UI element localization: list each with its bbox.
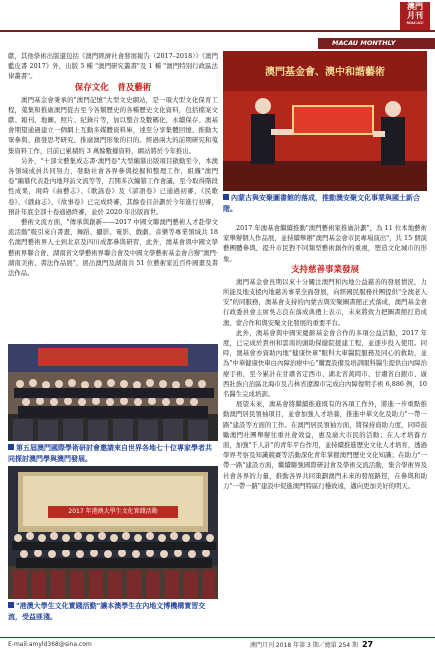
- caption-marker-icon: [223, 194, 229, 200]
- left-column-text: [8, 51, 218, 278]
- caption-library-text: 內蒙古與安聚圖書館的落成，推動澳安聚文化事業與國土新合階。: [223, 194, 420, 213]
- left-para-4: 藝術文流方面，"傳承與創新——2017 中國文聯澳門藝術人才赴學文流活動"吸引來自書畫、舞蹈、攝影、電影、戲劇、音樂等專業領域共 18 名澳門藝術界人士到北京及四川成都參與研習，此外，澳基會與中國文學藝術界聯合會、湖南省文學藝術界聯合會及中國文學藝術基金會合辦"澳門·湖南美術、書法作品展"，展出澳門及湖南共 51 位藝術家近百件國畫及書法作品。: [8, 218, 218, 278]
- section-heading-culture: 保存文化 普及藝術: [74, 82, 152, 93]
- page-number: 27: [361, 640, 374, 649]
- section-heading-charity: 支持慈善事業發展: [290, 264, 359, 275]
- caption-marker-icon: [8, 602, 14, 608]
- caption-students-text: "港澳大學生文化實踐活動"讓本澳學生在內地文博機構實習交流，受益匪淺。: [8, 602, 206, 621]
- right-para-2: 澳門基金會長期以來十分關注澳門和內地公益慈善的發展情況，力所能及地支援內地慈善事業全面發展，向經國民服務社團提供"全澳老人安"的同服務，澳基會支持的內蒙古與安聚圖書館正式落成，澳門基金會行政委員會主席吳志良在落成典禮上表示，未來將致力把圖書館打造成澳、蒙合作和與安聚文化發展的重要平台。: [223, 277, 427, 327]
- caption-library: [223, 193, 427, 214]
- logo-line-1: 澳門: [407, 1, 423, 11]
- library-ceremony-photo: [223, 51, 427, 191]
- students-stage-photo: [8, 466, 218, 599]
- ceremony-banner-text: 澳門基金會、澳中和諧藝術: [265, 67, 385, 78]
- footer-rule: [0, 637, 435, 638]
- footer-issue: [250, 640, 373, 649]
- right-para-4: 展望未來，澳基會將繼續推進既有的各項工作外，將進一步重點推動澳門居民領袖項目，並會加強人才培養，推進中華文化及助力"一帶一路"建設等方面的工作。在澳門居民領袖方面，將保持資助力度，同時鼓勵澳門社團舉辦往重社會效益，惠及廣大市民的活動；在人才培養方面，加強"千人計"的青年平台作用，並持續推進歷史文化人才培育，透過學界考察及知識競賽等活動深化青年掌握澳門歷史文化知識；在助力"一帶一路"建設方面，繼續聯強國際研討會及學術交流活動，集合學術界及社會各界的力量，推動各界共同策劃澳門未來的發展路徑，在參與和助力"一帶一路"建設中促進澳門特區行穩致遠，邁向更加美好的明天。: [223, 400, 427, 490]
- stage-banner-text: 2017 年港澳大學生文化實踐活動: [68, 508, 158, 515]
- caption-conference-text: 第五屆澳門國際學術研討會邀請來自世界各地七十位專家學者共同探討澳門學與澳門發展。: [8, 444, 212, 463]
- logo-line-2: 月刊: [407, 10, 423, 20]
- magazine-logo: [400, 2, 430, 30]
- conference-group-photo: [8, 344, 218, 441]
- right-para-1: 2017 年澳基會繼續推動"澳門藝術家推廣計劃"，為 11 位本地藝術家舉辦個人作品展，並持續舉辦"澳門基金會市民專場演出"，共 15 個演藝團體參與，提升市民對不同類型藝術創作的重視，塑造文化城市的形象。: [223, 224, 427, 263]
- caption-conference: [8, 443, 218, 464]
- caption-marker-icon: [8, 444, 14, 450]
- header-rule: [0, 30, 435, 32]
- header-band: MACAU MONTHLY: [318, 38, 435, 49]
- logo-sub: MACAU: [406, 20, 424, 25]
- footer-email: E-mail:amyld368@sina.com: [8, 641, 92, 648]
- right-column-text: [223, 223, 427, 491]
- left-para-3: 另外，"十部文藝集成志書·澳門卷"大型編纂出版項目啟動至今，本澳各領域成員共同努力，發動社會各界參與挖掘和整理工作，組織"澳門卷"編纂代表赴內地拜訪文流等等，召開多次編纂工作會議，至今取得階段性成果，現時《曲藝志》、《歌謠卷》及《諺語卷》已通過初審，《民歌卷》、《戲曲志》、《故事卷》已完成終審，其餘卷目計劃於今年進行初審，預計年底全部十卷通過終審，並於 2020 年出版面世。: [8, 156, 218, 216]
- footer-issue-text: 澳門月刊 2018 年第 3 期／總第 254 期: [250, 642, 358, 649]
- left-para-2: 澳門基金會秉承的"澳門記憶"大型文史網站，是一項大型文化保育工程，蒐集和推廣澳門從古至今各類歷史的各種歷史文化資料，包括檔案文獻、報刊、地圖、照片、紀錄片等，加以整合及數碼化，永續保存。澳基會期望通過建立一個網上互動多媒體資料庫，達至分享集體回憶、推動大眾參與、啟發思考研究、推廣澳門形象的目的。經過兩大的前期研究和蒐集資料工作，目前已累積約 3 萬餘數據資料，網站將於今年推出。: [8, 95, 218, 155]
- left-para-1: 獻，其他學術出版還包括《澳門經濟社會發展報告（2017–2018）》《澳門藍皮書 2017》外，出版 5 種 "澳門研究叢書"及 1 種 "澳門特別行政區法律叢書"。: [8, 52, 218, 81]
- caption-students: [8, 601, 218, 622]
- right-para-3: 此外，澳基會與中國宋慶齡基金會合作的多項公益活動，2017 年度，已完成於貴州和雲南的頭助保健院援建工程，並逐步投入使用。同時，澳基會亦資助內地"健康快車"眼科大車醫院服務及同心的救助，並為"中華健康快車白內障治療中心"購置設備及培訓眼科醫生提供白內障治療手術，至今累計在甘肅省定西市、湖北省黃岡市、甘肅省白銀市、廣西壯族自治區北海市及吉林省遼源市完成白內障復明手術 6,886 例，10 名醫生完成培訓。: [223, 328, 427, 399]
